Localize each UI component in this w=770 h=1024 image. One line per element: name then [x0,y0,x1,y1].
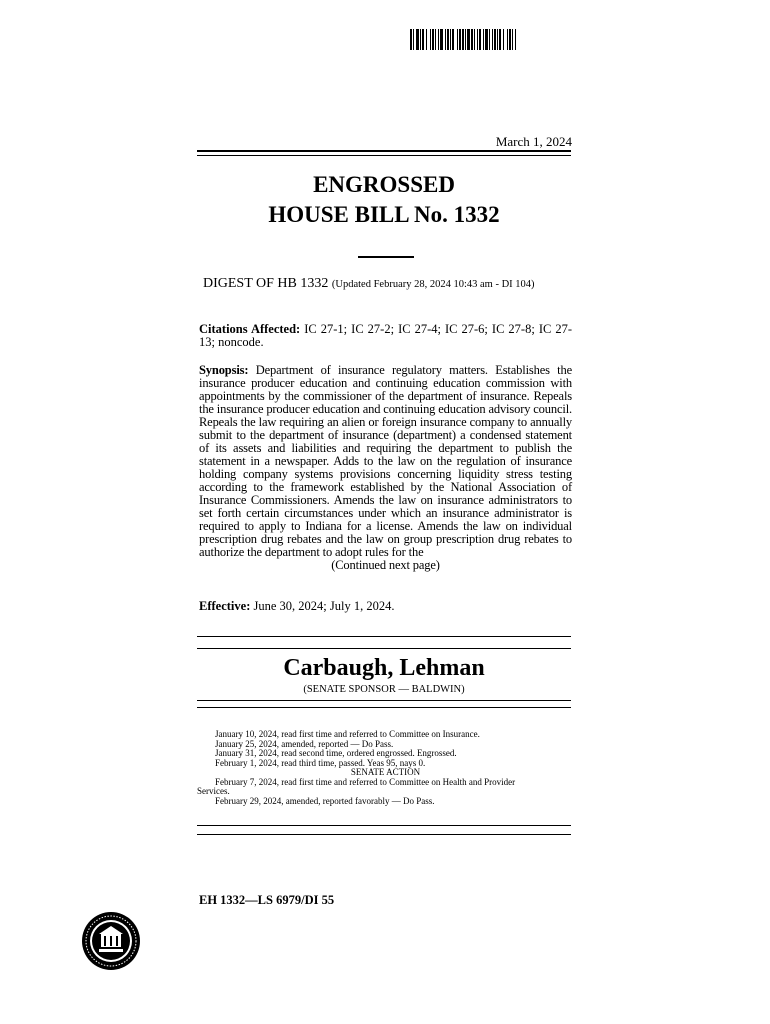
citations-label: Citations Affected: [199,322,301,336]
house-action: January 25, 2024, amended, reported — Do Pass. [215,738,394,749]
house-action: January 31, 2024, read second time, ordered engrossed. Engrossed. [215,748,457,758]
synopsis-continued: (Continued next page) [331,558,440,572]
digest-updated: (Updated February 28, 2024 10:43 am - DI 104) [331,279,535,290]
effective-label: Effective: [199,599,251,613]
house-authors: Carbaugh, Lehman [283,655,485,681]
digest-heading [203,276,535,292]
title-bill-number: HOUSE BILL No. 1332 [268,202,500,227]
indiana-seal-icon [81,911,141,971]
bill-identifier: EH 1332—LS 6979/DI 55 [199,893,335,907]
synopsis-text: Department of insurance regulatory matters. Establishes the insurance producer education and continuing education commission with appointments by the commissioner of the department of insurance. Repeals the insurance producer education and continuing education advisory council. Repeals the law requiring an alien or foreign insurance company to annually submit to the department of insurance (department) a condensed statement of its assets and liabilities and requiring the department to publish the statement in a newspaper. Adds to the law on the regulation of insurance holding company systems provisions concerning liquidity stress testing according to the framework established by the National Association of Insurance Commissioners. Amends the law on insurance administrators to set forth certain circumstances under which an insurance administrator is required to apply to Indiana for a license. Amends the law on individual prescription drug rebates and the law on group prescription drug rebates to authorize the department to adopt rules for the [199,363,572,559]
rule-bottom-2 [197,834,571,835]
effective [199,600,572,613]
title-engrossed: ENGROSSED [313,172,455,197]
rule-top-thick [197,150,571,152]
legislative-actions [199,730,572,806]
rule-sponsor-2 [197,707,571,708]
house-action: February 1, 2024, read third time, passed. Yeas 95, nays 0. [215,757,426,768]
senate-sponsor: (SENATE SPONSOR — BALDWIN) [303,684,465,695]
senate-action: February 7, 2024, read first time and referred to Committee on Health and Provider [215,776,516,787]
synopsis-label: Synopsis: [199,363,249,377]
house-action: January 10, 2024, read first time and referred to Committee on Insurance. [215,729,480,739]
rule-mid-1 [197,636,571,637]
effective-text: June 30, 2024; July 1, 2024. [253,599,395,613]
digest-label: DIGEST OF HB 1332 [203,276,329,291]
rule-mid-2 [197,648,571,649]
senate-action-continued: Services. [197,786,230,796]
synopsis [199,364,572,572]
barcode [410,29,588,50]
rule-sponsor-1 [197,700,571,701]
bill-date: March 1, 2024 [495,134,572,149]
title-divider [358,256,414,258]
senate-action: February 29, 2024, amended, reported favorably — Do Pass. [215,795,435,806]
citations-text: IC 27-1; IC 27-2; IC 27-4; IC 27-6; IC 27-8; IC 27-13; noncode. [199,322,572,349]
rule-top-thin [197,155,571,156]
rule-bottom-1 [197,825,571,826]
citations [199,323,572,349]
barcode-stripe [515,29,516,50]
senate-action-heading: SENATE ACTION [350,767,421,777]
